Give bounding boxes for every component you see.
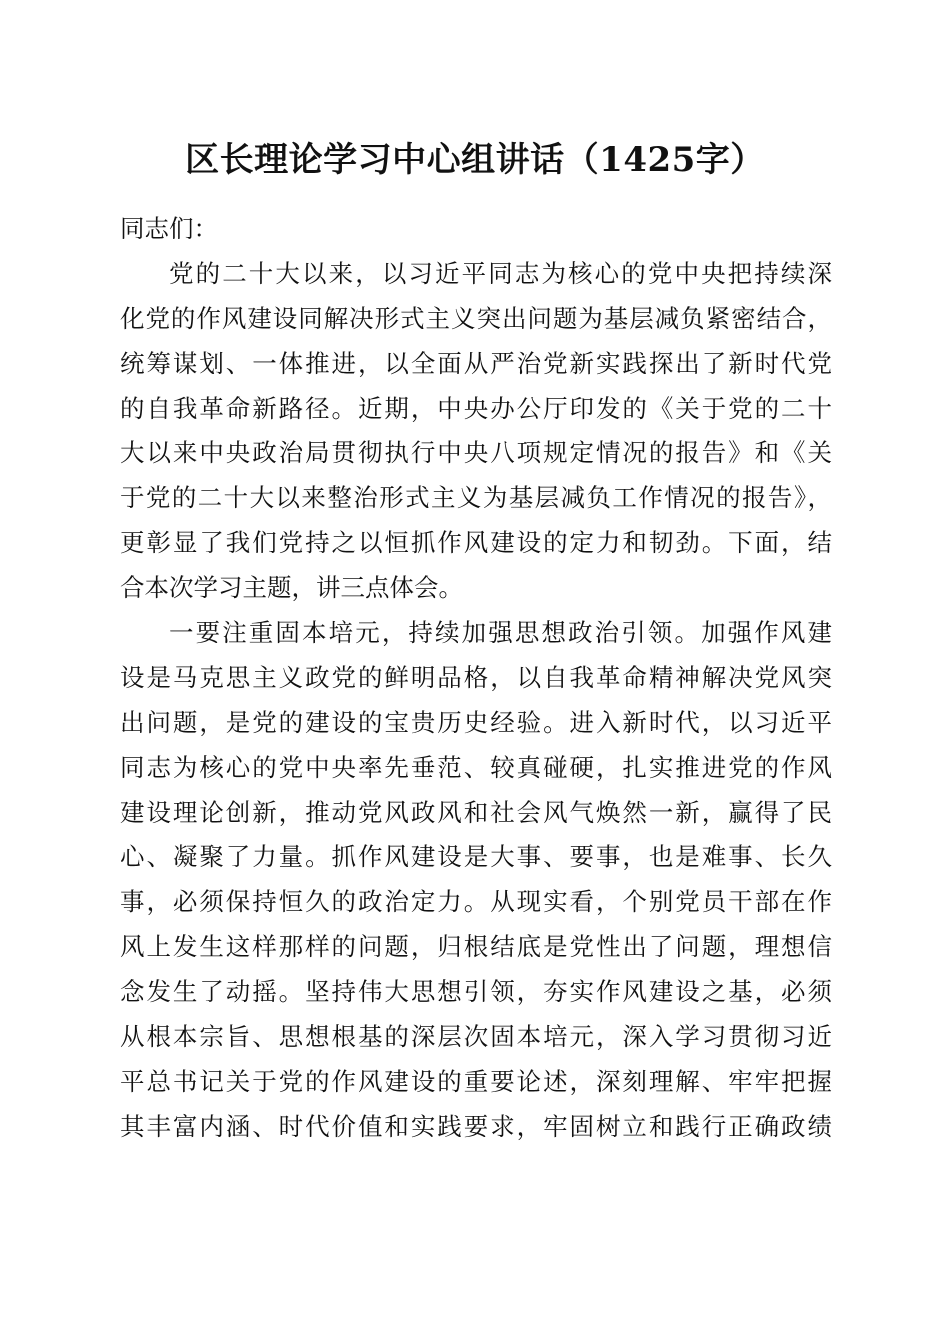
paragraph-line: 设是马克思主义政党的鲜明品格，以自我革命精神解决党风突: [120, 662, 832, 692]
document-body: [120, 207, 832, 1150]
paragraph-line: 风上发生这样那样的问题，归根结底是党性出了问题，理想信: [120, 932, 832, 962]
paragraph-1: [120, 252, 832, 611]
paragraph-line: 念发生了动摇。坚持伟大思想引领，夯实作风建设之基，必须: [120, 977, 832, 1007]
paragraph-line: 一要注重固本培元，持续加强思想政治引领。加强作风建: [169, 618, 832, 648]
paragraph-line: 统筹谋划、一体推进，以全面从严治党新实践探出了新时代党: [120, 348, 832, 378]
paragraph-line: 化党的作风建设同解决形式主义突出问题为基层减负紧密结合，: [120, 303, 832, 333]
paragraph-line: 于党的二十大以来整治形式主义为基层减负工作情况的报告》，: [120, 483, 832, 513]
paragraph-line: 事，必须保持恒久的政治定力。从现实看，个别党员干部在作: [120, 887, 832, 917]
paragraph-line: 建设理论创新，推动党风政风和社会风气焕然一新，赢得了民: [120, 797, 832, 827]
document-title: 区长理论学习中心组讲话（1425字）: [185, 140, 765, 180]
paragraph-line: 从根本宗旨、思想根基的深层次固本培元，深入学习贯彻习近: [120, 1022, 832, 1052]
paragraph-line: 其丰富内涵、时代价值和实践要求，牢固树立和践行正确政绩: [120, 1111, 832, 1141]
salutation: 同志们：: [120, 214, 218, 243]
paragraph-line: 更彰显了我们党持之以恒抓作风建设的定力和韧劲。下面，结: [120, 528, 832, 558]
paragraph-line: 合本次学习主题，讲三点体会。: [120, 573, 463, 603]
paragraph-line: 的自我革命新路径。近期，中央办公厅印发的《关于党的二十: [120, 393, 832, 423]
paragraph-line: 平总书记关于党的作风建设的重要论述，深刻理解、牢牢把握: [120, 1066, 832, 1096]
paragraph-line: 党的二十大以来，以习近平同志为核心的党中央把持续深: [169, 258, 832, 288]
paragraph-2: [120, 611, 832, 1150]
paragraph-line: 大以来中央政治局贯彻执行中央八项规定情况的报告》和《关: [120, 438, 832, 468]
paragraph-line: 心、凝聚了力量。抓作风建设是大事、要事，也是难事、长久: [120, 842, 832, 872]
paragraph-line: 同志为核心的党中央率先垂范、较真碰硬，扎实推进党的作风: [120, 752, 832, 782]
paragraph-line: 出问题，是党的建设的宝贵历史经验。进入新时代，以习近平: [120, 707, 832, 737]
